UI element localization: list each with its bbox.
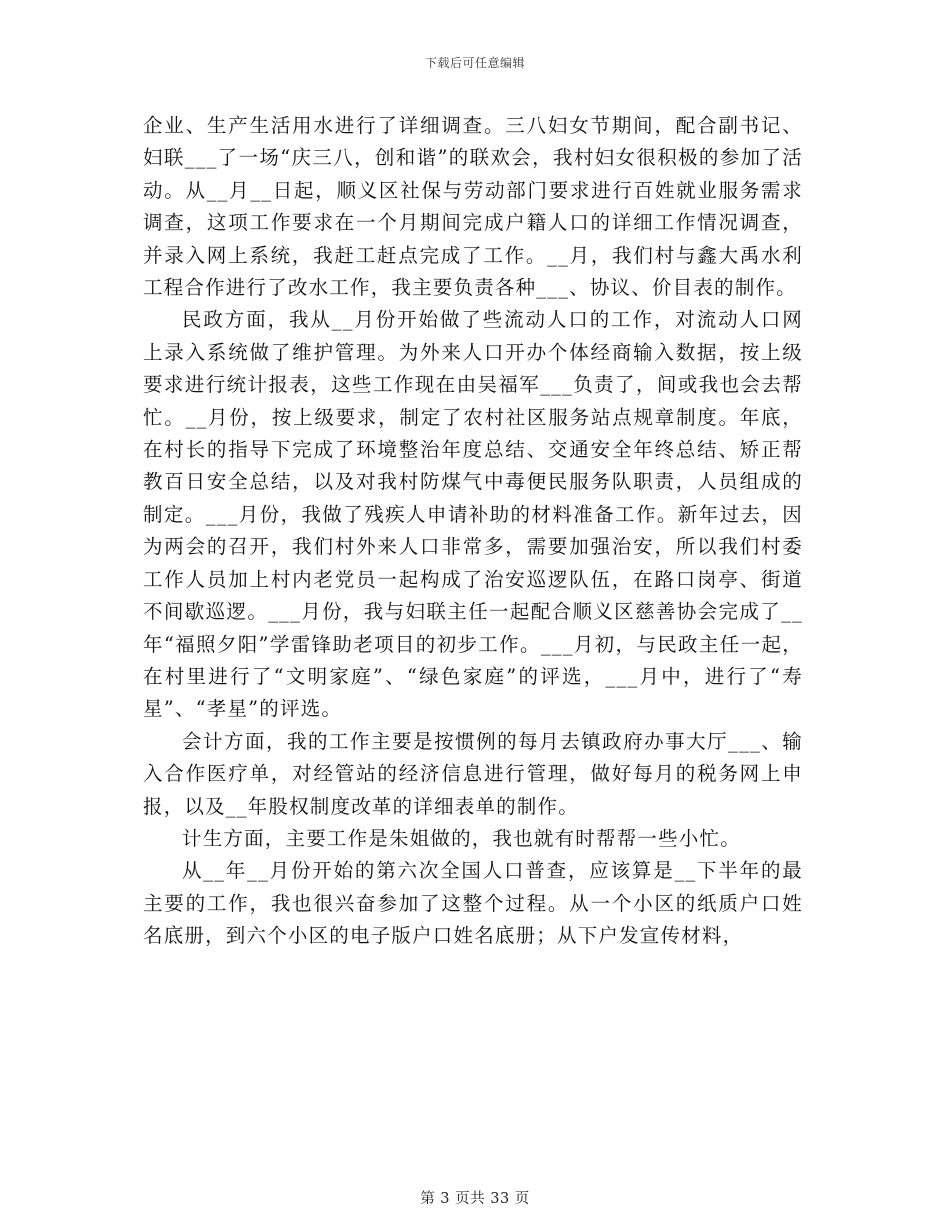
document-body — [143, 110, 803, 953]
paragraph-water-survey: 企业、生产生活用水进行了详细调查。三八妇女节期间，配合副书记、妇联___了一场“庆三八，创和谐”的联欢会，我村妇女很积极的参加了活动。从__月__日起，顺义区社保与劳动部门要求进行百姓就业服务需求调查，这项工作要求在一个月期间完成户籍人口的详细工作情况调查，并录入网上系统，我赶工赶点完成了工作。__月，我们村与鑫大禹水利工程合作进行了改水工作，我主要负责各种___、协议、价目表的制作。 — [143, 114, 803, 300]
paragraph-family-planning: 计生方面，主要工作是朱姐做的，我也就有时帮帮一些小忙。 — [182, 826, 741, 850]
page-footer: 第 3 页共 33 页 — [420, 1191, 530, 1207]
paragraph-civil-affairs: 民政方面，我从__月份开始做了些流动人口的工作，对流动人口网上录入系统做了维护管理。为外来人口开办个体经商输入数据，按上级要求进行统计报表，这些工作现在由吴福军___负责了，间或我也会去帮忙。__月份，按上级要求，制定了农村社区服务站点规章制度。年底，在村长的指导下完成了环境整治年度总结、交通安全年终总结、矫正帮教百日安全总结，以及对我村防煤气中毒便民服务队职责，人员组成的制定。___月份，我做了残疾人申请补助的材料准备工作。新年过去，因为两会的召开，我们村外来人口非常多，需要加强治安，所以我们村委工作人员加上村内老党员一起构成了治安巡逻队伍，在路口岗亭、街道不间歇巡逻。___月份，我与妇联主任一起配合顺义区慈善协会完成了__年“福照夕阳”学雷锋助老项目的初步工作。___月初，与民政主任一起，在村里进行了“文明家庭”、“绿色家庭”的评选，___月中，进行了“寿星”、“孝星”的评选。 — [143, 308, 803, 721]
page-header: 下载后可任意编辑 — [424, 56, 525, 70]
paragraph-census: 从__年__月份开始的第六次全国人口普查，应该算是__下半年的最主要的工作，我也很兴奋参加了这整个过程。从一个小区的纸质户口姓名底册，到六个小区的电子版户口姓名底册；从下户发宣传材料， — [143, 859, 803, 948]
paragraph-accounting: 会计方面，我的工作主要是按惯例的每月去镇政府办事大厅___、输入合作医疗单，对经管站的经济信息进行管理，做好每月的税务网上申报，以及__年股权制度改革的详细表单的制作。 — [143, 729, 803, 818]
